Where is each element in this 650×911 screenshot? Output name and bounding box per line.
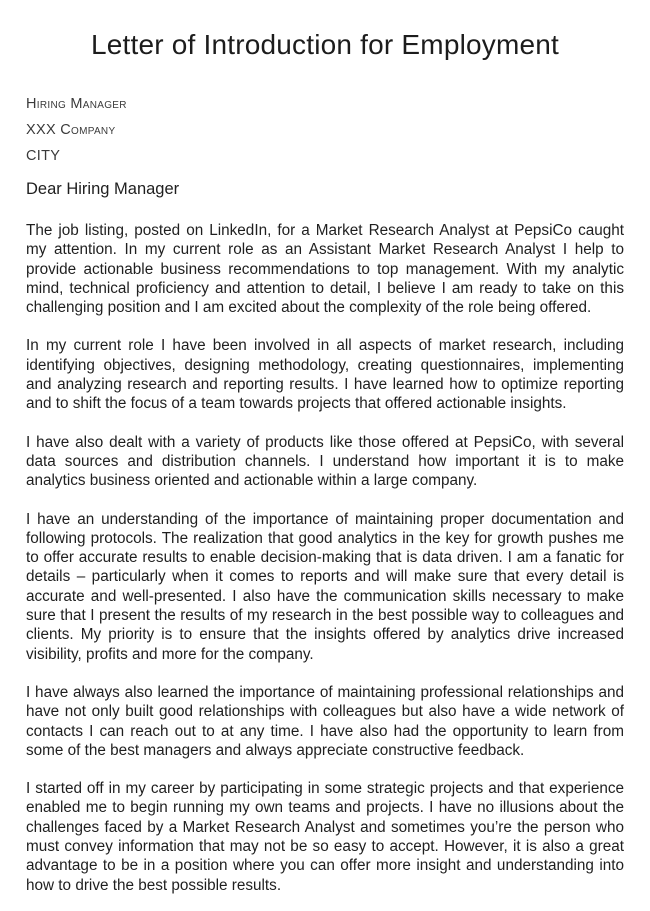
letter-paragraph-3: I have also dealt with a variety of products like those offered at PepsiCo, with several data sources and distribution channels. I understand how important it is to make analytics business oriented and actionable within a large company. — [26, 433, 624, 490]
recipient-city-line: CITY — [26, 148, 61, 164]
salutation: Dear Hiring Manager — [26, 180, 180, 198]
letter-paragraph-1: The job listing, posted on LinkedIn, for a Market Research Analyst at PepsiCo caught my attention. In my current role as an Assistant Market Research Analyst I help to provide actionable business recommendations to top management. With my analytic mind, technical proficiency and attention to detail, I believe I am ready to take on this challenging position and I am excited about the complexity of the role being offered. — [26, 222, 624, 317]
letter-paragraph-2: In my current role I have been involved in all aspects of market research, including identifying objectives, designing methodology, creating questionnaires, implementing and analyzing research and reporting results. I have learned how to optimize reporting and to shift the focus of a team towards projects that offered actionable insights. — [26, 337, 624, 413]
letter-paragraph-6: I started off in my career by participating in some strategic projects and that experience enabled me to begin running my own teams and projects. I have no illusions about the challenges faced by a Market Research Analyst and sometimes you’re the person who must convey information that may not be so easy to accept. However, it is also a great advantage to be in a position where you can offer more insight and understanding into how to drive the best possible results. — [26, 780, 624, 894]
recipient-company-line: XXX Company — [26, 122, 116, 138]
letter-body — [26, 221, 624, 895]
letter-title: Letter of Introduction for Employment — [90, 29, 560, 60]
recipient-name-line: Hiring Manager — [26, 96, 127, 112]
letter-page — [0, 28, 650, 911]
letter-paragraph-5: I have always also learned the importance of maintaining professional relationships and have not only built good relationships with colleagues but also have a wide network of contacts I can reach out to at any time. I have also had the opportunity to learn from some of the best managers and always appreciate constructive feedback. — [26, 683, 624, 759]
letter-paragraph-4: I have an understanding of the importance of maintaining proper documentation and following protocols. The realization that good analytics in the key for growth pushes me to offer accurate results to enable decision-making that is data driven. I am a fanatic for details – particularly when it comes to reports and will make sure that every detail is accurate and well-presented. I also have the communication skills necessary to make sure that I present the results of my research in the best possible way to colleagues and clients. My priority is to ensure that the insights offered by analytics drive increased visibility, profits and more for the company. — [26, 510, 624, 663]
recipient-block — [26, 97, 624, 163]
